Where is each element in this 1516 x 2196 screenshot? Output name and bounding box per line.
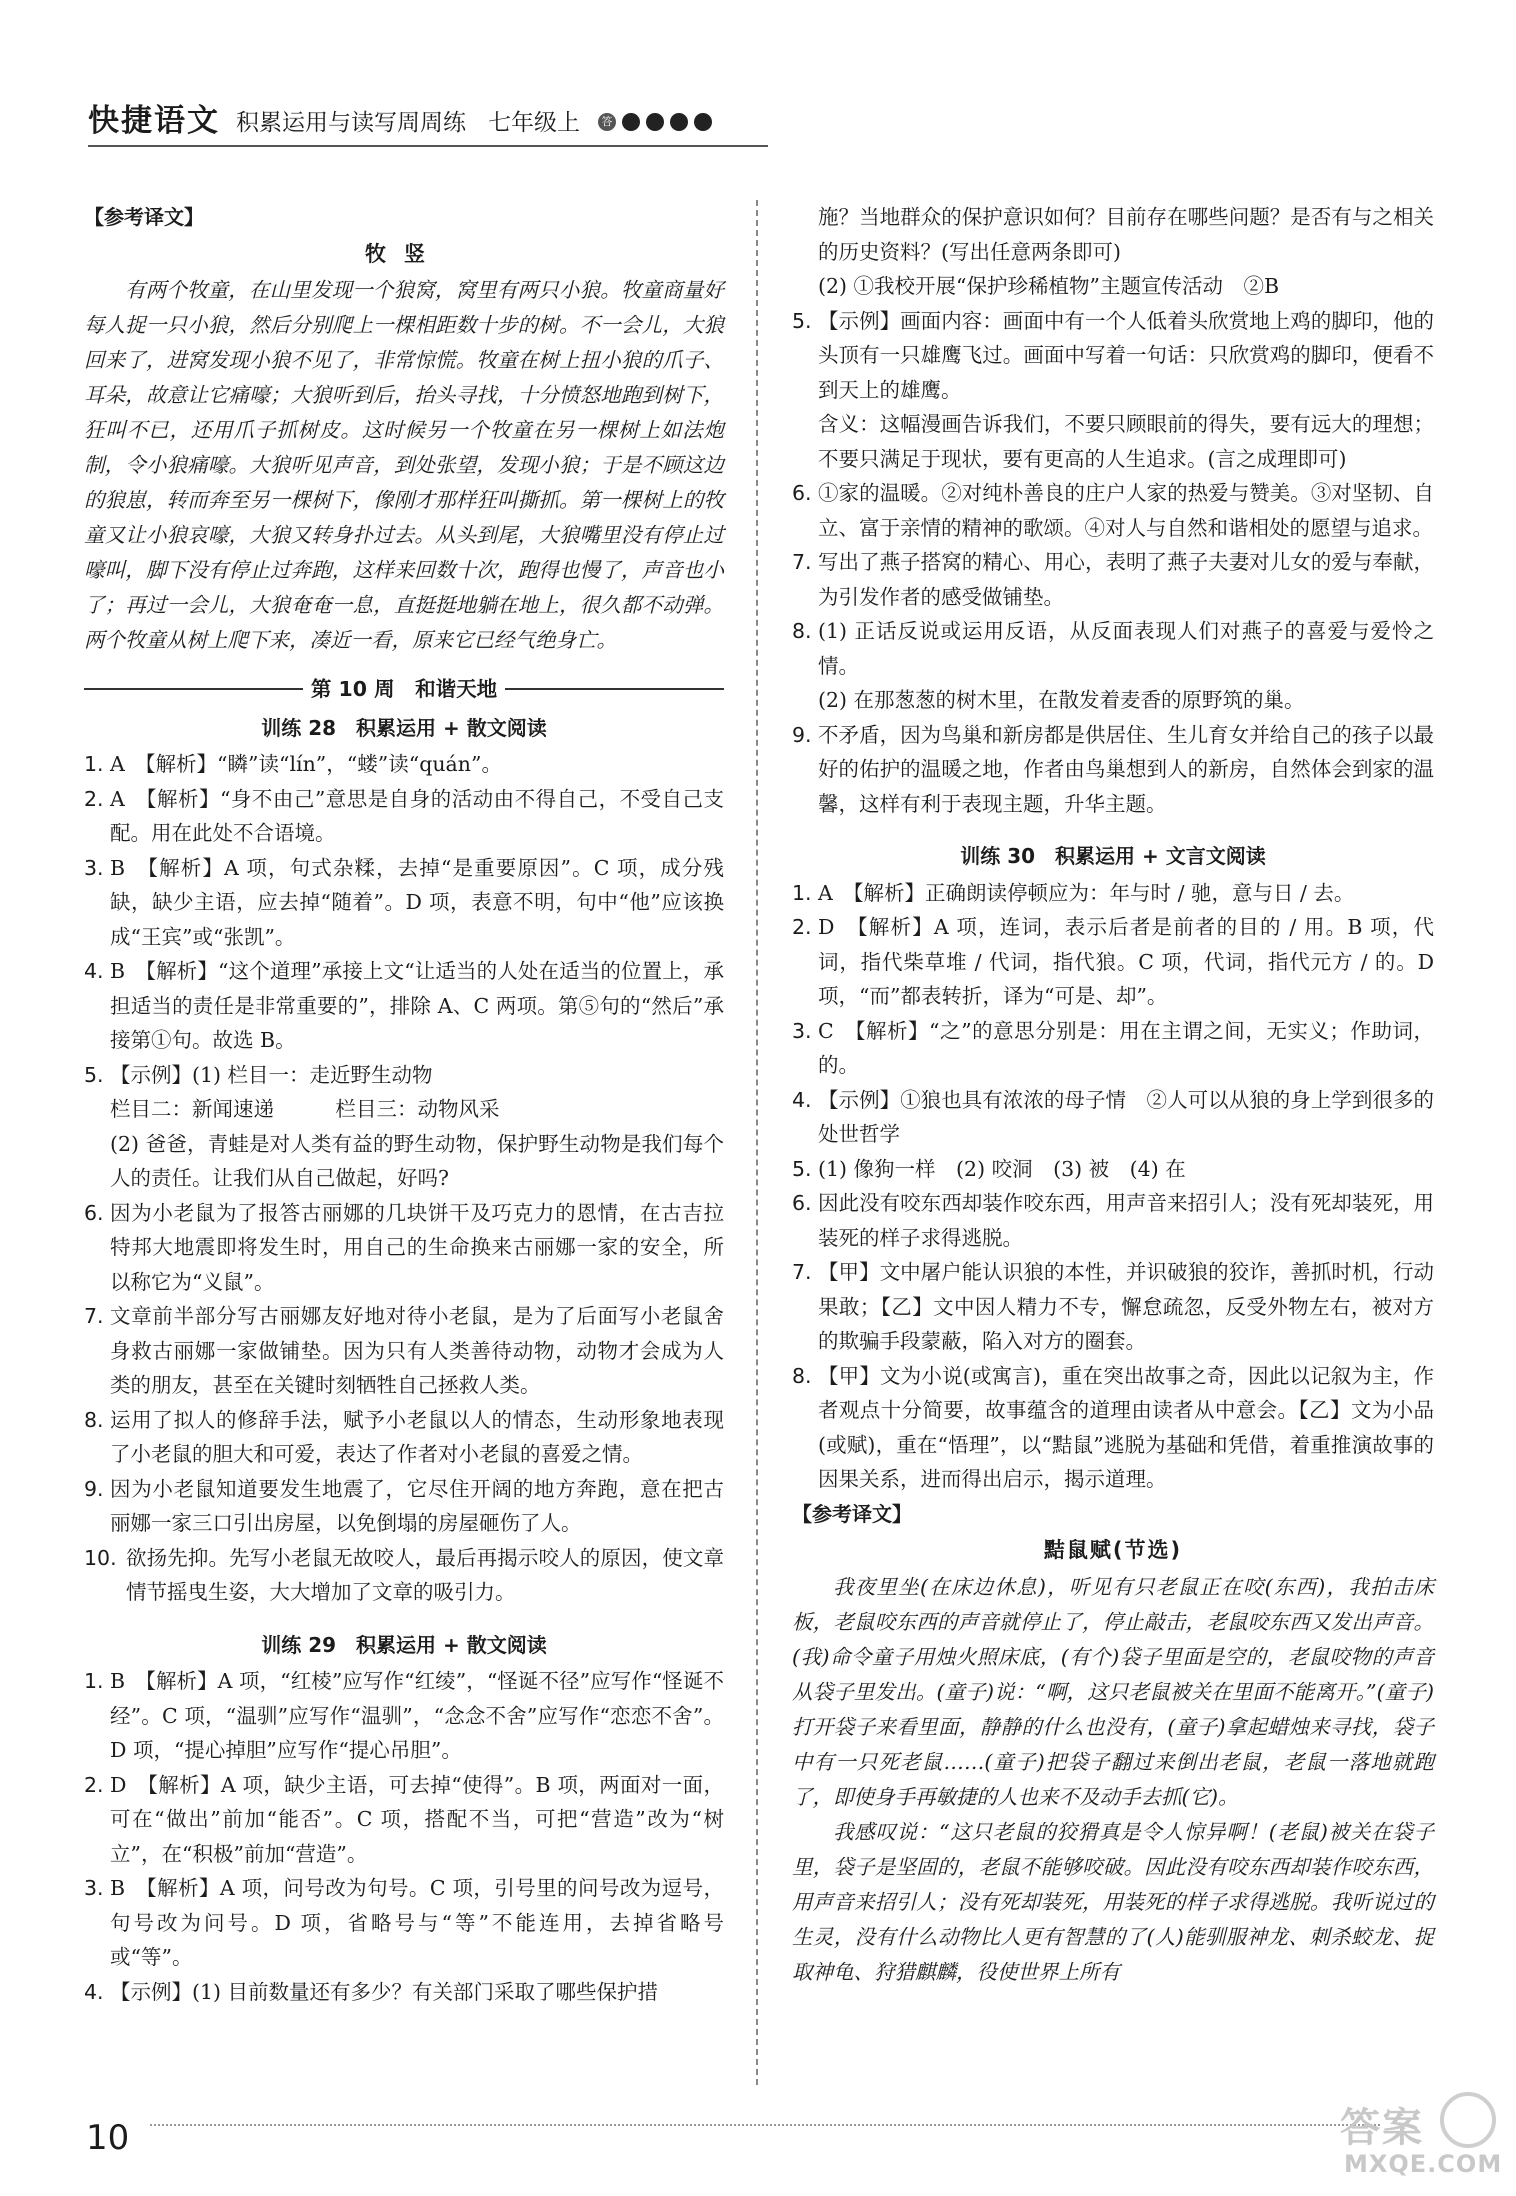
answer-item: [84, 1299, 724, 1403]
continued-text: 施？当地群众的保护意识如何？目前存在哪些问题？是否有与之相关的历史资料？(写出任意两条即可): [818, 205, 1434, 264]
item-number: 1.: [792, 880, 812, 905]
item-number: 6.: [792, 481, 812, 505]
item-number: 9.: [792, 722, 812, 747]
difficulty-dots: [598, 113, 718, 140]
page-header: [88, 98, 718, 140]
item-text: (1) 正话反说或运用反语，从反面表现人们对燕子的喜爱与爱怜之情。: [818, 619, 1434, 678]
watermark-ring-icon: [1440, 2092, 1496, 2148]
item-number: 7.: [792, 1260, 812, 1284]
item-text: 【甲】文为小说(或寓言)，重在突出故事之奇，因此以记叙为主，作者观点十分简要，故事蕴含的道理由读者从中意会。【乙】文为小品(或赋)，重在“悟理”，以“黠鼠”逃脱为基础和凭借，着重推演故事的因果关系，进而得出启示，揭示道理。: [818, 1363, 1434, 1491]
training-30-title: 训练 30 积累运用 + 文言文阅读: [960, 844, 1266, 868]
answer-item: [84, 747, 724, 782]
item-number: 3.: [84, 1876, 104, 1900]
item-text: 文章前半部分写古丽娜友好地对待小老鼠，是为了后面写小老鼠舍身救古丽娜一家做铺垫。因为只有人类善待动物，动物才会成为人类的朋友，甚至在关键时刻牺牲自己拯救人类。: [110, 1304, 724, 1397]
answer-item: [84, 1975, 724, 2010]
right-column: [792, 200, 1434, 1990]
item-text: B 【解析】A 项，问号改为句号。C 项，引号里的问号改为逗号，句号改为问号。D 项，省略号与“等”不能连用，去掉省略号或“等”。: [110, 1876, 724, 1969]
item-subline: (2) 在那葱葱的树木里，在散发着麦香的原野筑的巢。: [818, 688, 1305, 712]
answer-item: [792, 1359, 1434, 1497]
answer-item: [792, 1014, 1434, 1083]
item-number: 4.: [792, 1087, 812, 1112]
training-29-title: 训练 29 积累运用 + 散文阅读: [261, 1632, 547, 1657]
answer-item: [792, 1083, 1434, 1152]
answer-item: [792, 545, 1434, 614]
story-title: 牧竖: [365, 241, 443, 266]
training-28-title: 训练 28 积累运用 + 散文阅读: [261, 715, 547, 740]
item-number: 4.: [84, 1979, 104, 2004]
item-text: D 【解析】A 项，连词，表示后者是前者的目的 / 用。B 项，代词，指代柴草堆 / 代词，指代狼。C 项，代词，指代元方 / 的。D 项，“而”都表转折，译为“可是、却”。: [818, 915, 1434, 1008]
item-subline: (2) 爸爸，青蛙是对人类有益的野生动物，保护野生动物是我们每个人的责任。让我们从自己做起，好吗?: [110, 1131, 724, 1190]
answer-item: [792, 876, 1434, 911]
item-number: 9.: [84, 1476, 104, 1501]
item-text: C 【解析】“之”的意思分别是：用在主谓之间，无实义；作助词，的。: [818, 1018, 1434, 1077]
continued-text: (2) ①我校开展“保护珍稀植物”主题宣传活动 ②B: [818, 274, 1280, 298]
item-text: 【甲】文中屠户能认识狼的本性，并识破狼的狡诈，善抓时机，行动果敢；【乙】文中因人精力不专，懈怠疏忽，反受外物左右，被对方的欺骗手段蒙蔽，陷入对方的圈套。: [818, 1260, 1434, 1353]
item-text: 欲扬先抑。先写小老鼠无故咬人，最后再揭示咬人的原因，使文章情节摇曳生姿，大大增加了文章的吸引力。: [126, 1545, 724, 1604]
item-number: 3.: [792, 1018, 812, 1043]
item-text: B 【解析】A 项，句式杂糅，去掉“是重要原因”。C 项，成分残缺，缺少主语，应去掉“随着”。D 项，表意不明，句中“他”应该换成“王宾”或“张凯”。: [110, 855, 724, 949]
answer-item: [84, 954, 724, 1058]
item-subline: 栏目二：新闻速递 栏目三：动物风采: [110, 1097, 500, 1121]
item-subline: 含义：这幅漫画告诉我们，不要只顾眼前的得失，要有远大的理想；不要只满足于现状，要有更高的人生追求。(言之成理即可): [818, 412, 1434, 471]
answer-item: [84, 1768, 724, 1872]
item-number: 10.: [84, 1545, 117, 1570]
answer-item: [84, 1403, 724, 1472]
brand-title: 快捷语文: [88, 103, 220, 139]
item-number: 6.: [792, 1191, 812, 1215]
answer-item: [84, 851, 724, 955]
answer-item: [84, 1871, 724, 1975]
answer-item: [792, 614, 1434, 683]
left-column: [84, 200, 724, 2009]
item-number: 2.: [84, 786, 104, 811]
answer-dot-icon: 答: [598, 113, 616, 131]
item-number: 8.: [792, 619, 812, 643]
item-text: 因为小老鼠知道要发生地震了，它尽住开阔的地方奔跑，意在把古丽娜一家三口引出房屋，以免倒塌的房屋砸伤了人。: [110, 1476, 724, 1535]
item-text: B 【解析】“这个道理”承接上文“让适当的人处在适当的位置上，承担适当的责任是非常重要的”，排除 A、C 两项。第⑤句的“然后”承接第①句。故选 B。: [110, 959, 724, 1052]
answer-item: [84, 1541, 724, 1610]
item-number: 5.: [84, 1062, 104, 1087]
essay-paragraph: 我感叹说：“这只老鼠的狡猾真是令人惊异啊！(老鼠)被关在袋子里，袋子是坚固的，老鼠不能够咬破。因此没有咬东西却装作咬东西，用声音来招引人；没有死却装死，用装死的样子求得逃脱。我听说过的生灵，没有什么动物比人更有智慧的了(人)能驯服神龙、刺杀蛟龙、捉取神龟、狩猎麒麟，役使世界上所有: [792, 1819, 1434, 1984]
watermark-mark: 答案: [1340, 2105, 1424, 2151]
item-number: 7.: [84, 1304, 104, 1328]
translation-tag: 【参考译文】: [84, 205, 204, 229]
answer-item: [792, 1152, 1434, 1187]
item-text: A 【解析】“瞵”读“lín”，“蝼”读“quán”。: [110, 752, 502, 776]
essay-paragraph: 我夜里坐(在床边休息)，听见有只老鼠正在咬(东西)，我拍击床板，老鼠咬东西的声音就停止了，停止敲击，老鼠咬东西又发出声音。(我)命令童子用烛火照床底，(有个)袋子里面是空的，老鼠咬物的声音从袋子里发出。(童子)说：“啊，这只老鼠被关在里面不能离开。”(童子)打开袋子来看里面，静静的什么也没有，(童子)拿起蜡烛来寻找，袋子中有一只死老鼠……(童子)把袋子翻过来倒出老鼠，老鼠一落地就跑了，即使身手再敏捷的人也来不及动手去抓(它)。: [792, 1574, 1434, 1809]
header-rule: [88, 145, 768, 147]
essay-title: 黠鼠赋(节选): [1043, 1538, 1183, 1562]
item-text: 【示例】(1) 目前数量还有多少？有关部门采取了哪些保护措: [110, 1979, 659, 2004]
item-number: 8.: [84, 1407, 104, 1432]
answer-item: [792, 1255, 1434, 1359]
translation-tag: 【参考译文】: [792, 1501, 912, 1526]
week-heading: [84, 672, 724, 707]
dot-icon: [670, 113, 688, 131]
answer-item: [792, 1186, 1434, 1255]
answer-item: [84, 1472, 724, 1541]
column-divider: [756, 200, 758, 2085]
item-text: 写出了燕子搭窝的精心、用心，表明了燕子夫妻对儿女的爱与奉献，为引发作者的感受做铺垫。: [818, 550, 1434, 609]
dot-icon: [646, 113, 664, 131]
answer-item: [792, 304, 1434, 408]
answer-item: [84, 1196, 724, 1300]
dot-icon: [694, 113, 712, 131]
item-number: 3.: [84, 855, 104, 880]
answer-item: [792, 476, 1434, 545]
story-translation: 有两个牧童，在山里发现一个狼窝，窝里有两只小狼。牧童商量好每人捉一只小狼，然后分别爬上一棵相距数十步的树。不一会儿，大狼回来了，进窝发现小狼不见了，非常惊慌。牧童在树上扭小狼的爪子、耳朵，故意让它痛嚎；大狼听到后，抬头寻找，十分愤怒地跑到树下，狂叫不已，还用爪子抓树皮。这时候另一个牧童在另一棵树上如法炮制，令小狼痛嚎。大狼听见声音，到处张望，发现小狼；于是不顾这边的狼崽，转而奔至另一棵树下，像刚才那样狂叫撕抓。第一棵树上的牧童又让小狼哀嚎，大狼又转身扑过去。从头到尾，大狼嘴里没有停止过嚎叫，脚下没有停止过奔跑，这样来回数十次，跑得也慢了，声音也小了；再过一会儿，大狼奄奄一息，直挺挺地躺在地上，很久都不动弹。两个牧童从树上爬下来，凑近一看，原来它已经气绝身亡。: [84, 278, 724, 652]
watermark-logo: [1330, 2092, 1506, 2188]
dot-icon: [622, 113, 640, 131]
item-text: 因为小老鼠为了报答古丽娜的几块饼干及巧克力的恩情，在古吉拉特邦大地震即将发生时，用自己的生命换来古丽娜一家的安全，所以称它为“义鼠”。: [110, 1200, 724, 1294]
answer-item: [84, 782, 724, 851]
grade-label: 七年级上: [488, 110, 580, 136]
item-text: ①家的温暖。②对纯朴善良的庄户人家的热爱与赞美。③对坚韧、自立、富于亲情的精神的歌颂。④对人与自然和谐相处的愿望与追求。: [818, 481, 1434, 540]
item-text: 【示例】画面内容：画面中有一个人低着头欣赏地上鸡的脚印，他的头顶有一只雄鹰飞过。画面中写着一句话：只欣赏鸡的脚印，便看不到天上的雄鹰。: [818, 308, 1434, 402]
week-title: 第 10 周 和谐天地: [310, 677, 498, 701]
item-number: 5.: [792, 1156, 812, 1181]
answer-item: [792, 910, 1434, 1014]
item-text: 【示例】(1) 栏目一：走近野生动物: [110, 1062, 433, 1087]
item-number: 8.: [792, 1363, 812, 1388]
item-text: 不矛盾，因为鸟巢和新房都是供居住、生儿育女并给自己的孩子以最好的佑护的温暖之地，作者由鸟巢想到人的新房，自然体会到家的温馨，这样有利于表现主题，升华主题。: [818, 722, 1434, 816]
item-text: (1) 像狗一样 (2) 咬洞 (3) 被 (4) 在: [818, 1156, 1186, 1181]
item-number: 5.: [792, 308, 812, 333]
answer-item: [84, 1058, 724, 1093]
item-text: 因此没有咬东西却装作咬东西，用声音来招引人；没有死却装死，用装死的样子求得逃脱。: [818, 1191, 1434, 1250]
book-subtitle: 积累运用与读写周周练: [236, 110, 466, 136]
item-number: 7.: [792, 550, 812, 574]
watermark-site: MXQE.COM: [1344, 2150, 1503, 2178]
answer-item: [84, 1664, 724, 1768]
item-number: 4.: [84, 959, 104, 983]
item-text: 【示例】①狼也具有浓浓的母子情 ②人可以从狼的身上学到很多的处世哲学: [818, 1087, 1434, 1146]
item-number: 2.: [84, 1772, 104, 1797]
week-rule-left: [84, 688, 303, 690]
answer-item: [792, 718, 1434, 822]
item-text: B 【解析】A 项，“红棱”应写作“红绫”，“怪诞不径”应写作“怪诞不经”。C 项，“温驯”应写作“温驯”，“念念不舍”应写作“恋恋不舍”。D 项，“提心掉胆”应写作“提心吊胆”。: [110, 1669, 724, 1762]
item-number: 6.: [84, 1200, 104, 1225]
item-text: D 【解析】A 项，缺少主语，可去掉“使得”。B 项，两面对一面，可在“做出”前加“能否”。C 项，搭配不当，可把“营造”改为“树立”，在“积极”前加“营造”。: [110, 1772, 724, 1866]
item-number: 2.: [792, 915, 812, 939]
item-number: 1.: [84, 1669, 104, 1693]
footer-rule: [150, 2124, 1380, 2126]
item-number: 1.: [84, 752, 104, 776]
item-text: A 【解析】“身不由己”意思是自身的活动由不得自己，不受自己支配。用在此处不合语境。: [110, 786, 724, 845]
item-text: A 【解析】正确朗读停顿应为：年与时 / 驰，意与日 / 去。: [818, 880, 1355, 905]
page-number: 10: [86, 2118, 130, 2158]
week-rule-right: [505, 688, 724, 690]
item-text: 运用了拟人的修辞手法，赋予小老鼠以人的情态，生动形象地表现了小老鼠的胆大和可爱，表达了作者对小老鼠的喜爱之情。: [110, 1407, 724, 1466]
